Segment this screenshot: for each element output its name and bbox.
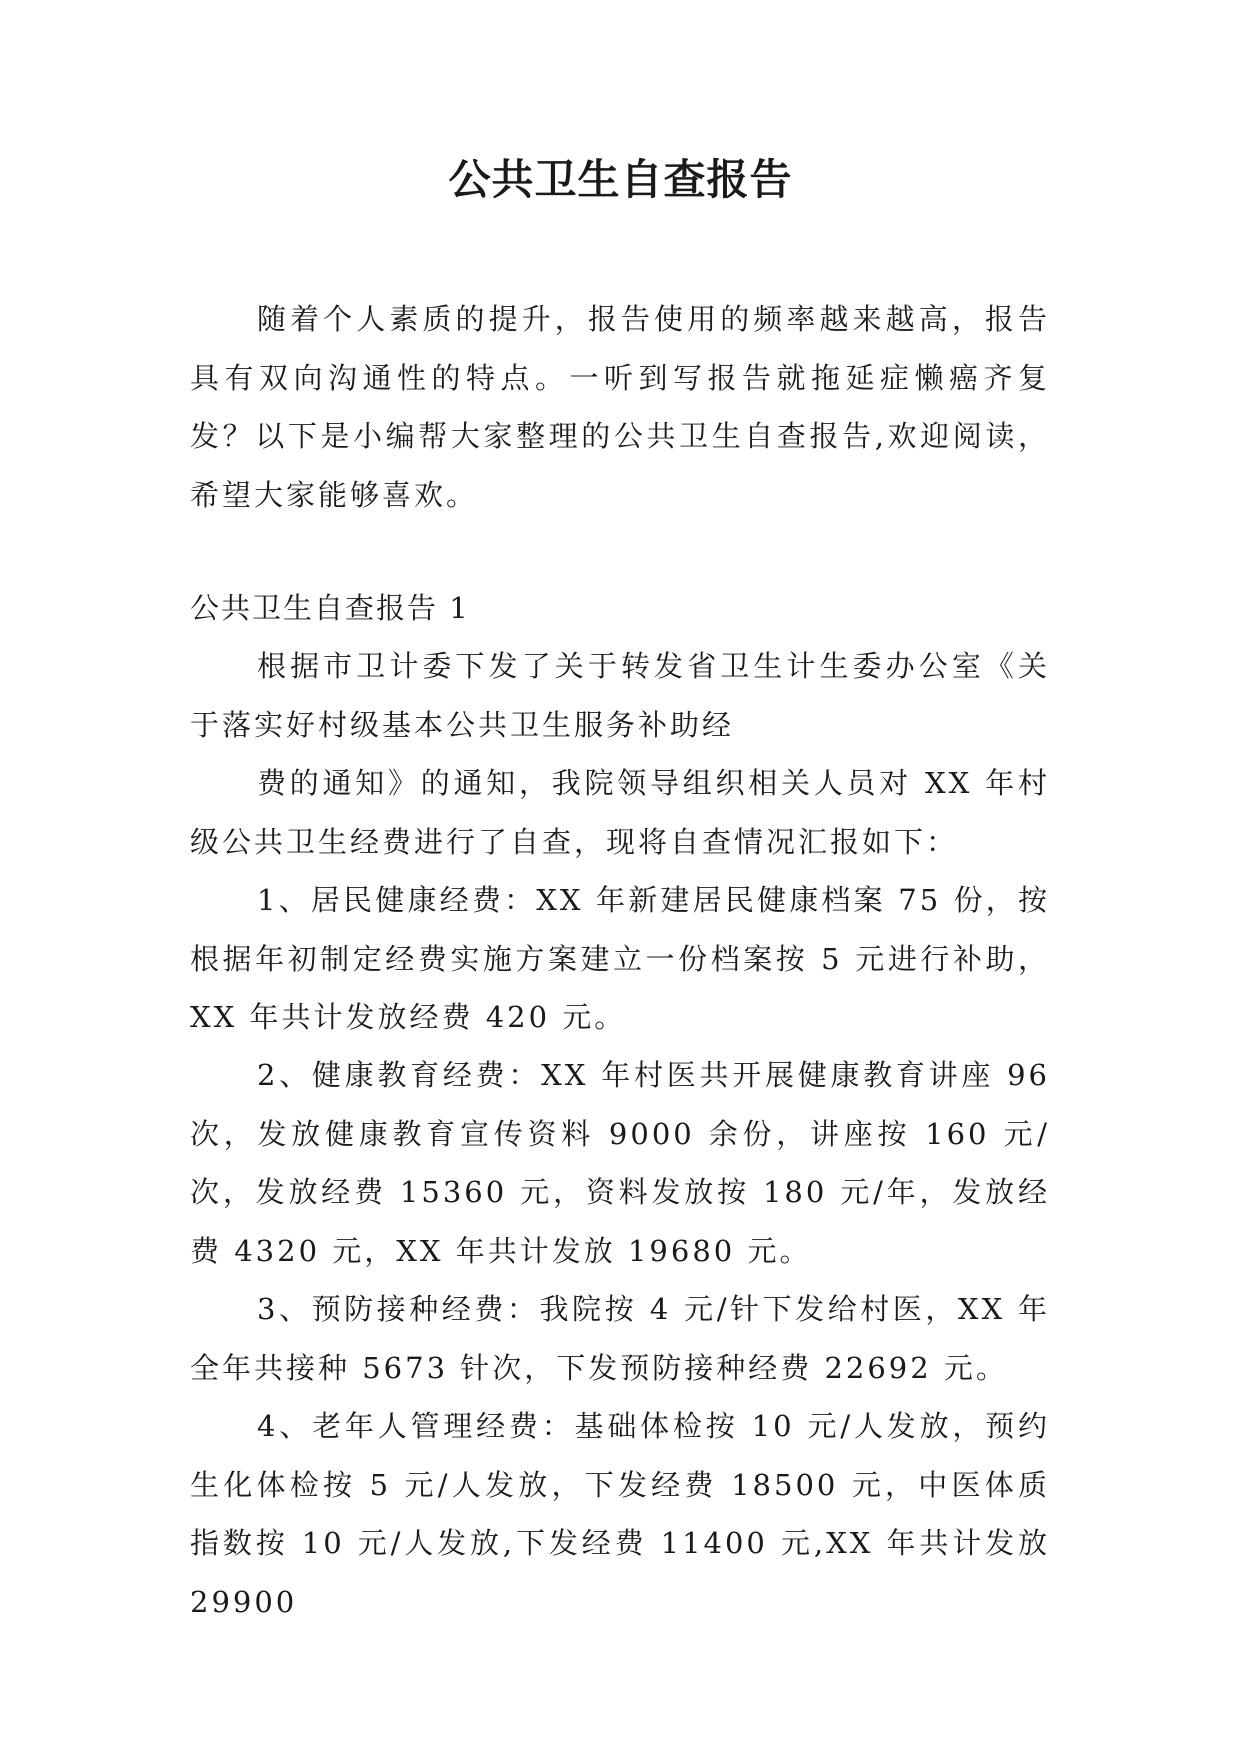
body-paragraph: 1、居民健康经费：XX 年新建居民健康档案 75 份，按根据年初制定经费实施方案建立一份档案按 5 元进行补助，XX 年共计发放经费 420 元。 bbox=[190, 883, 1050, 1034]
document-title: 公共卫生自查报告 bbox=[448, 155, 793, 204]
body-paragraph: 根据市卫计委下发了关于转发省卫生计生委办公室《关于落实好村级基本公共卫生服务补助经 bbox=[190, 649, 1050, 742]
intro-paragraph: 随着个人素质的提升，报告使用的频率越来越高，报告具有双向沟通性的特点。一听到写报告就拖延症懒癌齐复发？以下是小编帮大家整理的公共卫生自查报告,欢迎阅读，希望大家能够喜欢。 bbox=[190, 302, 1050, 512]
body-paragraph: 2、健康教育经费：XX 年村医共开展健康教育讲座 96 次，发放健康教育宣传资料 9000 余份，讲座按 160 元/次，发放经费 15360 元，资料发放按 180 元/年，发放经费 4320 元，XX 年共计发放 19680 元。 bbox=[190, 1058, 1050, 1268]
body-paragraph: 3、预防接种经费：我院按 4 元/针下发给村医，XX 年全年共接种 5673 针次，下发预防接种经费 22692 元。 bbox=[190, 1292, 1050, 1385]
body-paragraph: 4、老年人管理经费：基础体检按 10 元/人发放，预约生化体检按 5 元/人发放，下发经费 18500 元，中医体质指数按 10 元/人发放,下发经费 11400 元,XX 年共计发放 29900 bbox=[190, 1409, 1050, 1619]
section-heading: 公共卫生自查报告 1 bbox=[190, 591, 470, 625]
body-paragraph: 费的通知》的通知，我院领导组织相关人员对 XX 年村级公共卫生经费进行了自查，现将自查情况汇报如下： bbox=[190, 766, 1050, 859]
